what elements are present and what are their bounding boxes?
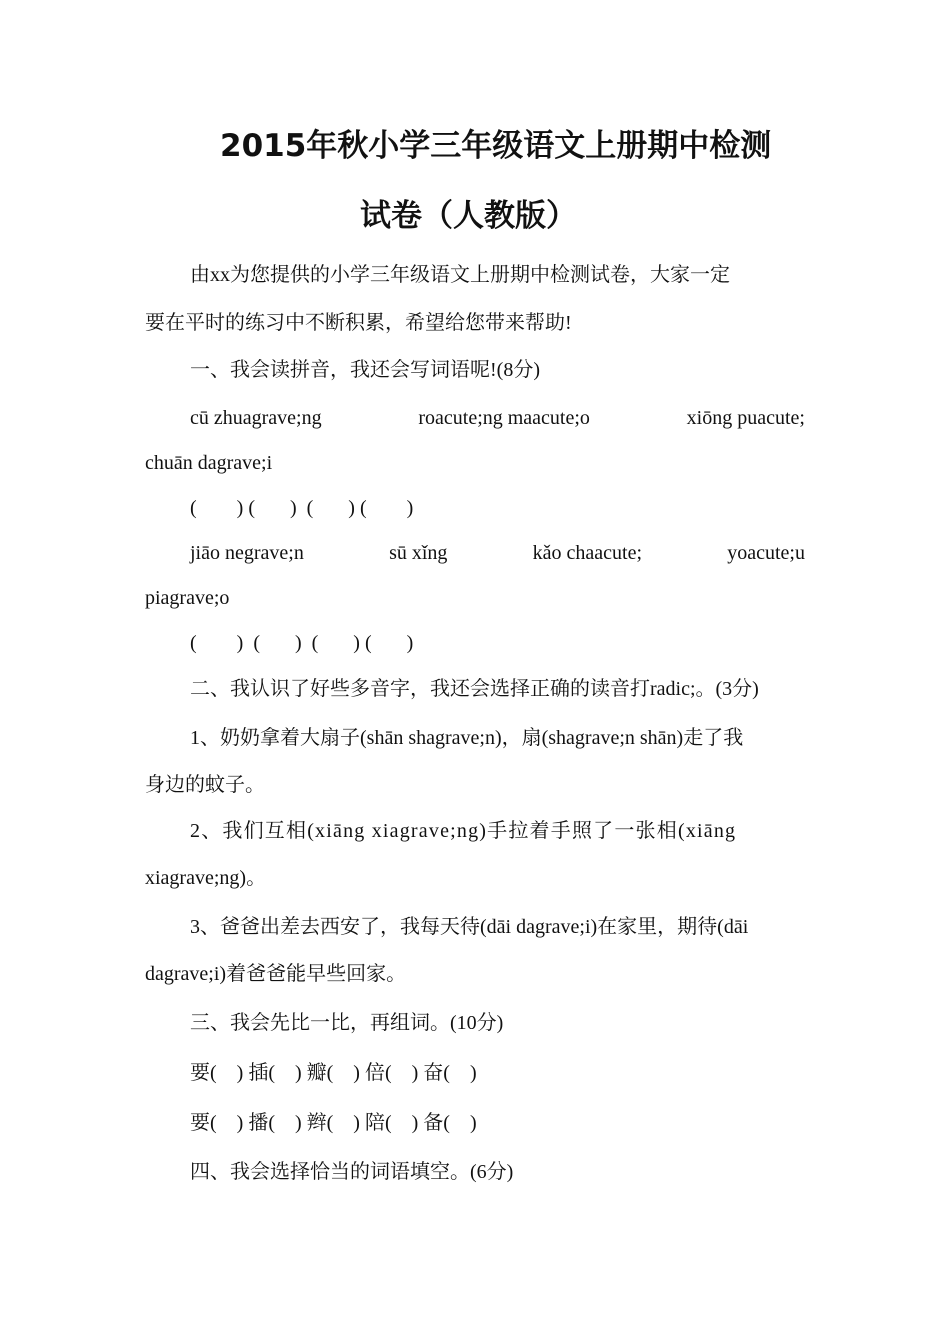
intro-line2: 要在平时的练习中不断积累，希望给您带来帮助! [145, 312, 572, 334]
section3-heading: 三、我会先比一比，再组词。(10分) [190, 1012, 504, 1034]
section4-heading: 四、我会选择恰当的词语填空。(6分) [190, 1161, 514, 1183]
section1-heading: 一、我会读拼音，我还会写词语呢!(8分) [190, 359, 540, 381]
answer-blanks-row1: ( ) ( ) ( ) ( ) [190, 497, 414, 519]
pinyin-row1-continuation: chuān dagrave;i [145, 452, 273, 474]
pinyin-word: yoacute;u [727, 542, 805, 564]
document-title-line1: 2015年秋小学三年级语文上册期中检测 [220, 128, 772, 164]
question3-line2: dagrave;i)着爸爸能早些回家。 [145, 963, 407, 985]
pinyin-row2 [190, 540, 805, 566]
compare-row2: 要( ) 播( ) 辫( ) 陪( ) 备( ) [190, 1112, 477, 1134]
answer-blanks-row2: ( ) ( ) ( ) ( ) [190, 632, 414, 654]
pinyin-word: jiāo negrave;n [190, 542, 304, 564]
question1-line1: 1、奶奶拿着大扇子(shān shagrave;n)，扇(shagrave;n shān)走了我 [190, 727, 744, 749]
question2-line2: xiagrave;ng)。 [145, 867, 267, 889]
compare-row1: 要( ) 插( ) 瓣( ) 倍( ) 奋( ) [190, 1062, 477, 1084]
pinyin-word: kǎo chaacute; [532, 542, 642, 564]
question2-line1: 2、我们互相(xiāng xiagrave;ng)手拉着手照了一张相(xiāng [190, 820, 737, 842]
pinyin-word: roacute;ng maacute;o [418, 407, 590, 429]
pinyin-word: cū zhuagrave;ng [190, 407, 322, 429]
question1-line2: 身边的蚊子。 [145, 774, 265, 796]
intro-line1: 由xx为您提供的小学三年级语文上册期中检测试卷，大家一定 [190, 264, 730, 286]
pinyin-word: xiōng puacute; [686, 407, 805, 429]
question3-line1: 3、爸爸出差去西安了，我每天待(dāi dagrave;i)在家里，期待(dāi [190, 916, 749, 938]
document-title-line2: 试卷（人教版） [360, 198, 577, 234]
pinyin-row2-continuation: piagrave;o [145, 587, 230, 609]
section2-heading: 二、我认识了好些多音字，我还会选择正确的读音打radic;。(3分) [190, 678, 759, 700]
pinyin-word: sū xǐng [389, 542, 448, 564]
pinyin-row1 [190, 405, 805, 431]
